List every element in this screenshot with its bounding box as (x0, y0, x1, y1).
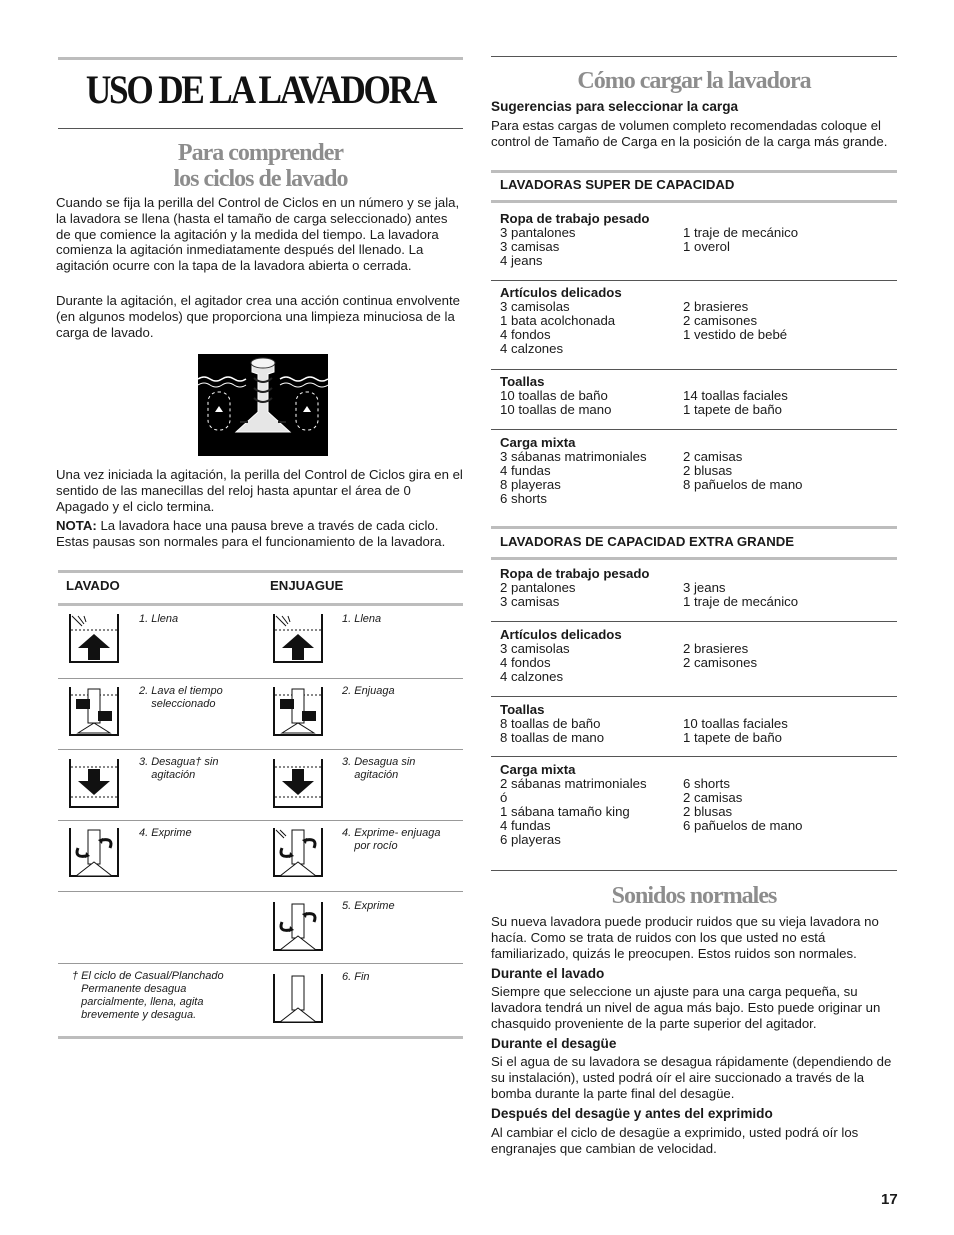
extra-group-3-left: Toallas 8 toallas de baño 8 toallas de mano (500, 702, 605, 745)
super-group-3-left: Toallas 10 toallas de baño 10 toallas de mano (500, 374, 612, 417)
page-title: USO DE LA LAVADORA (85, 67, 436, 112)
sugerencias-text: Para estas cargas de volumen completo recomendadas coloque el control de Tamaño de Carga en la posición de la carga más grande. (491, 118, 888, 149)
spray-spin-icon (272, 826, 324, 880)
extra-header-rule (491, 557, 897, 560)
wash-step-4: 4. Exprime (139, 827, 192, 839)
table-row-rule (58, 678, 463, 679)
extra-group-4-left: Carga mixta 2 sábanas matrimoniales ó 1 sábana tamaño king 4 fundas 6 playeras (500, 762, 647, 847)
super-group-1-left: Ropa de trabajo pesado 3 pantalones 3 camisas 4 jeans (500, 211, 650, 268)
sugerencias-title: Sugerencias para seleccionar la carga (491, 99, 739, 114)
rinse-step-2: 2. Enjuaga (342, 685, 395, 697)
agitator-icon (198, 354, 328, 456)
agitate-icon (68, 685, 120, 739)
table-header-rule (58, 603, 463, 606)
table-row-rule (58, 891, 463, 892)
agitator-illustration (198, 354, 328, 456)
rinse-step-6: 6. Fin (342, 971, 370, 983)
section-title-sonidos: Sonidos normales (611, 883, 777, 909)
fill-icon (272, 612, 324, 666)
rinse-step-3: 3. Desagua sin agitación (342, 756, 416, 781)
drain-icon (68, 757, 120, 811)
extra-group-2-right: 2 brasieres 2 camisones (683, 641, 758, 670)
table-bottom-rule (58, 1036, 463, 1039)
desague-title: Durante el desagüe (491, 1036, 617, 1051)
paragraph-ciclos-3: Una vez iniciada la agitación, la perilla del Control de Ciclos gira en el sentido de las manecillas del reloj hasta apuntar el área de 0 Apagado y el ciclo termina. (56, 467, 463, 514)
super-group-3-right: 14 toallas faciales 1 tapete de baño (683, 388, 788, 417)
lavado-text: Siempre que seleccione un ajuste para una carga pequeña, su lavadora tendrá un nivel de agua más bajo. Esto puede originar un chasquido proveniente de la parte superior del agitador. (491, 984, 881, 1031)
table-row-rule (58, 820, 463, 821)
extra-row-rule (491, 621, 897, 622)
table-row-rule (58, 749, 463, 750)
extra-group-1-left: Ropa de trabajo pesado 2 pantalones 3 camisas (500, 566, 650, 609)
table-header-enjuague: ENJUAGUE (270, 578, 344, 593)
section-title-cargar: Cómo cargar la lavadora (577, 68, 811, 94)
title-rule (58, 128, 463, 129)
fill-icon (68, 612, 120, 666)
extra-group-1-right: 3 jeans 1 traje de mecánico (683, 580, 799, 609)
extra-row-rule (491, 696, 897, 697)
super-row-rule (491, 369, 897, 370)
rinse-step-5: 5. Exprime (342, 900, 395, 912)
paragraph-ciclos-2: Durante la agitación, el agitador crea una acción continua envolvente (en algunos modelos) que proporciona una limpieza minuciosa de la carga de lavado. (56, 293, 460, 340)
desague-text: Si el agua de su lavadora se desagua rápidamente (dependiendo de su instalación), usted podrá oír el aire succionado a través de la bomba durante la parte final del desagüe. (491, 1054, 892, 1101)
wash-step-1: 1. Llena (139, 613, 179, 625)
table-row-rule (58, 963, 463, 964)
lavado-title: Durante el lavado (491, 966, 605, 981)
super-group-4-right: 2 camisas 2 blusas 8 pañuelos de mano (683, 449, 803, 492)
top-rule-left (58, 57, 463, 60)
super-row-rule (491, 280, 897, 281)
table-header-lavado: LAVADO (66, 578, 120, 593)
super-group-2-right: 2 brasieres 2 camisones 1 vestido de bebé (683, 299, 788, 342)
wash-step-2: 2. Lava el tiempo seleccionado (139, 685, 223, 710)
paragraph-ciclos-1: Cuando se fija la perilla del Control de Ciclos en un número y se jala, la lavadora se llena (hasta el tamaño de carga seleccionado) antes de que comience la agitación y la medida del tiempo. La lavadora comienza la agitación inmediatamente después del llenado. La agitación ocurre con la tapa de la lavadora abierta o cerrada. (56, 195, 460, 274)
super-group-1-right: 1 traje de mecánico 1 overol (683, 225, 799, 254)
extra-group-2-left: Artículos delicados 3 camisolas 4 fondos 4 calzones (500, 627, 622, 684)
page-number: 17 (881, 1191, 898, 1208)
super-header-rule (491, 200, 897, 203)
top-rule-right (491, 56, 897, 57)
despues-title: Después del desagüe y antes del exprimido (491, 1106, 773, 1121)
drain-icon (272, 757, 324, 811)
super-row-rule (491, 429, 897, 430)
table-top-rule (58, 570, 463, 573)
extra-row-rule (491, 756, 897, 757)
super-header: LAVADORAS SUPER DE CAPACIDAD (500, 177, 735, 192)
super-top-rule (491, 170, 897, 173)
end-icon (272, 972, 324, 1026)
section-title-ciclos: Para comprender los ciclos de lavado (173, 140, 348, 192)
extra-bottom-rule (491, 870, 897, 871)
agitate-icon (272, 685, 324, 739)
extra-group-3-right: 10 toallas faciales 1 tapete de baño (683, 716, 788, 745)
super-group-4-left: Carga mixta 3 sábanas matrimoniales 4 fundas 8 playeras 6 shorts (500, 435, 647, 506)
extra-top-rule (491, 526, 897, 529)
footnote-casual: † El ciclo de Casual/Planchado Permanente desagua parcialmente, llena, agita brevemente y desagua. (72, 970, 224, 1021)
despues-text: Al cambiar el ciclo de desagüe a exprimido, usted podrá oír los engranajes que cambian de velocidad. (491, 1125, 859, 1156)
spin-icon (68, 826, 120, 880)
extra-header: LAVADORAS DE CAPACIDAD EXTRA GRANDE (500, 534, 795, 549)
sonidos-text: Su nueva lavadora puede producir ruidos que su vieja lavadora no hacía. Como se trata de ruidos con los que usted no está familiarizado, quizás le preocupen. Estos ruidos son normales. (491, 914, 879, 961)
spin-icon (272, 900, 324, 954)
rinse-step-4: 4. Exprime- enjuaga por rocío (342, 827, 441, 852)
super-group-2-left: Artículos delicados 3 camisolas 1 bata acolchonada 4 fondos 4 calzones (500, 285, 622, 356)
nota-paragraph: NOTA: La lavadora hace una pausa breve a través de cada ciclo. Estas pausas son normales para el funcionamiento de la lavadora. (56, 518, 446, 549)
rinse-step-1: 1. Llena (342, 613, 382, 625)
wash-step-3: 3. Desagua† sin agitación (139, 756, 219, 781)
extra-group-4-right: 6 shorts 2 camisas 2 blusas 6 pañuelos de mano (683, 776, 803, 833)
